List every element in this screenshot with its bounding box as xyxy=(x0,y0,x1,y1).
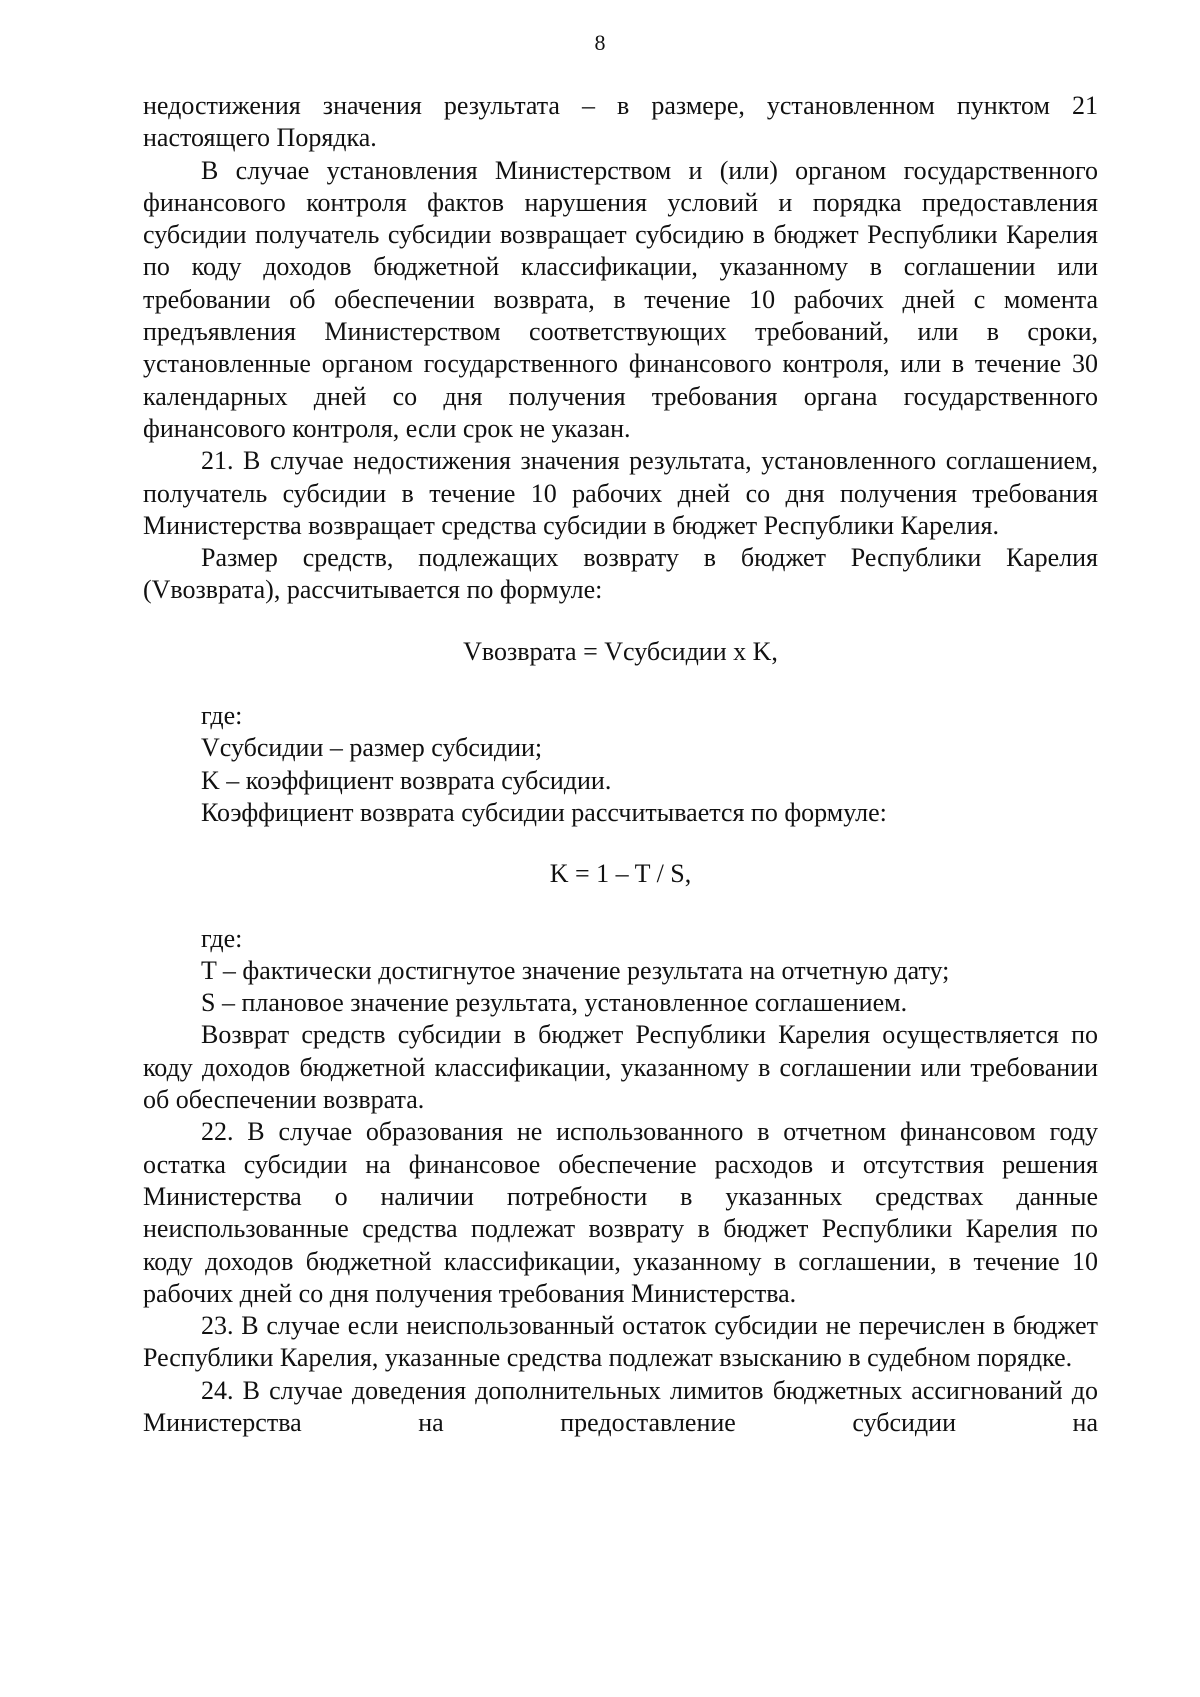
where-label: где: xyxy=(201,701,243,731)
formula-coefficient: K = 1 – T / S, xyxy=(549,859,692,889)
paragraph-24: 24. В случае доведения дополнительных лимитов бюджетных ассигнований до Министерства на предоставление субсидии на xyxy=(143,1375,1098,1437)
paragraph-coefficient: Коэффициент возврата субсидии рассчитывается по формуле: xyxy=(201,797,887,827)
spacer xyxy=(143,891,1098,923)
definition-s: S – плановое значение результата, установленное соглашением. xyxy=(201,988,908,1018)
definition-t: T – фактически достигнутое значение результата на отчетную дату; xyxy=(201,955,950,985)
paragraph-return-amount: Размер средств, подлежащих возврату в бюджет Республики Карелия (Vвозврата), рассчитывается по формуле: xyxy=(143,543,1098,605)
spacer xyxy=(143,668,1098,700)
document-body xyxy=(143,90,1098,1439)
definition-vsubsidy: Vсубсидии – размер субсидии; xyxy=(201,733,543,763)
definition-k: K – коэффициент возврата субсидии. xyxy=(201,765,612,795)
paragraph-violation-return: В случае установления Министерством и (или) органом государственного финансового контроля фактов нарушения условий и порядка предоставления субсидии получатель субсидии возвращает субсидию в бюджет Республики Карелия по коду доходов бюджетной классификации, указанному в соглашении или требовании об обеспечении возврата, в течение 10 рабочих дней с момента предъявления Министерством соответствующих требований, или в сроки, установленные органом государственного финансового контроля, или в течение 30 календарных дней со дня получения требования органа государственного финансового контроля, если срок не указан. xyxy=(143,155,1098,443)
page-number: 8 xyxy=(594,30,606,55)
paragraph-continuation: недостижения значения результата – в размере, установленном пунктом 21 настоящего Порядка. xyxy=(143,91,1098,153)
spacer xyxy=(143,607,1098,636)
spacer xyxy=(143,829,1098,858)
paragraph-21: 21. В случае недостижения значения результата, установленного соглашением, получатель субсидии в течение 10 рабочих дней со дня получения требования Министерства возвращает средства субсидии в бюджет Республики Карелия. xyxy=(143,446,1098,540)
paragraph-22: 22. В случае образования не использованного в отчетном финансовом году остатка субсидии на финансовое обеспечение расходов и отсутствия решения Министерства о наличии потребности в указанных средствах данные неиспользованные средства подлежат возврату в бюджет Республики Карелия по коду доходов бюджетной классификации, указанному в соглашении, в течение 10 рабочих дней со дня получения требования Министерства. xyxy=(143,1117,1098,1308)
where-label: где: xyxy=(201,923,243,953)
paragraph-return-code: Возврат средств субсидии в бюджет Республики Карелия осуществляется по коду доходов бюджетной классификации, указанному в соглашении или требовании об обеспечении возврата. xyxy=(143,1020,1098,1115)
paragraph-23: 23. В случае если неиспользованный остаток субсидии не перечислен в бюджет Республики Карелия, указанные средства подлежат взысканию в судебном порядке. xyxy=(143,1311,1098,1373)
formula-return-amount: Vвозврата = Vсубсидии x K, xyxy=(463,636,778,666)
